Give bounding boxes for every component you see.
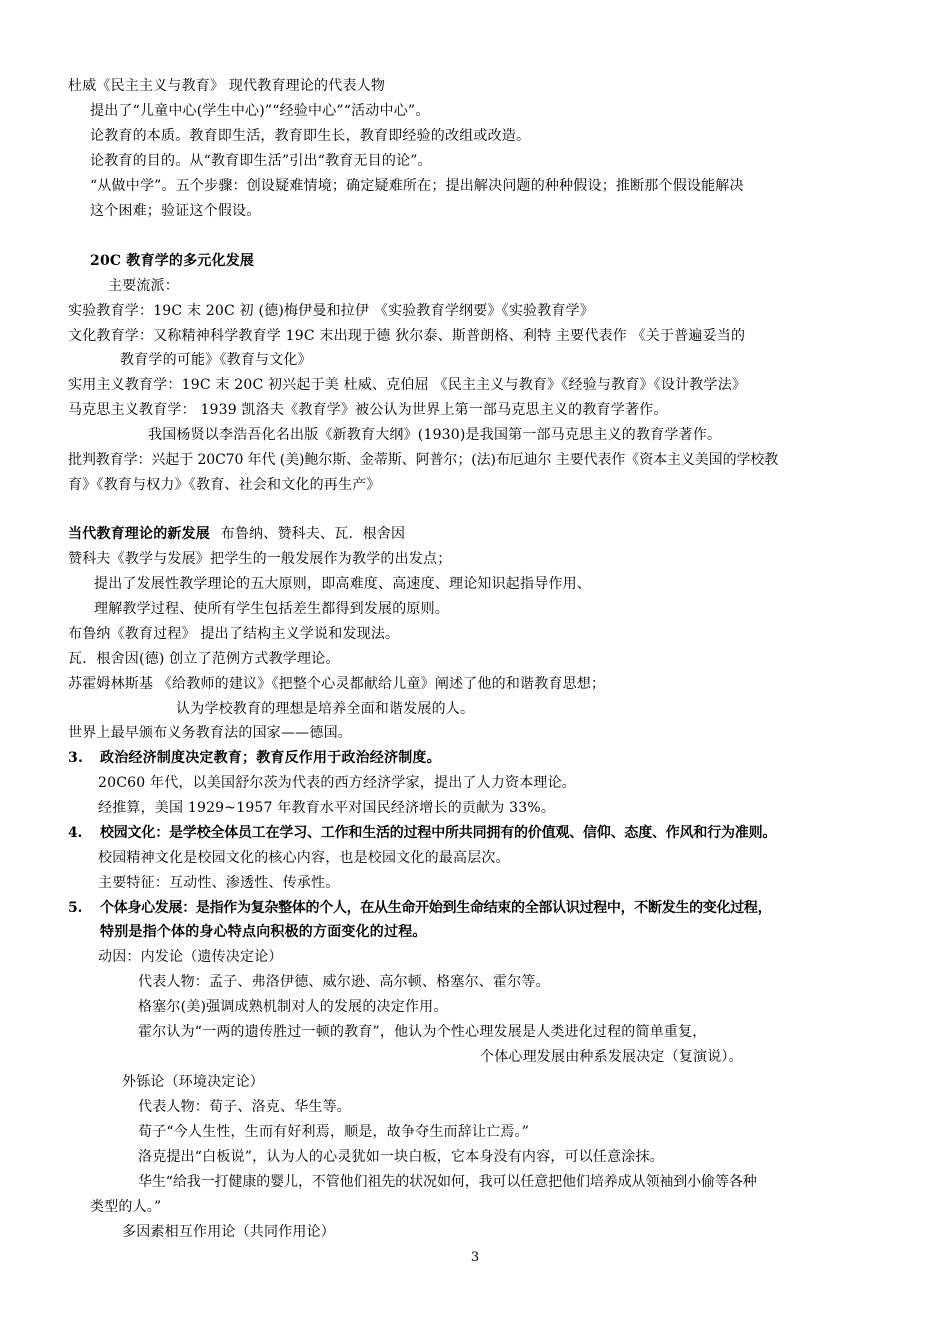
text-line: 赞科夫《教学与发展》把学生的一般发展作为教学的出发点；	[68, 551, 452, 567]
text-line: 文化教育学：又称精神科学教育学 19C 末出现于德 狄尔泰、斯普朗格、利特 主要代表作 《关于普遍妥当的	[68, 328, 746, 344]
text-line: 主要流派：	[108, 278, 179, 294]
text-line: 动因：内发论（遗传决定论）	[98, 949, 283, 965]
text-line: 代表人物：孟子、弗洛伊德、威尔逊、高尔顿、格塞尔、霍尔等。	[138, 974, 550, 990]
numbered-heading	[68, 748, 441, 768]
numbered-heading	[68, 898, 771, 918]
text-line: 代表人物：荀子、洛克、华生等。	[138, 1099, 351, 1115]
text-line: 教育学的可能》《教育与文化》	[120, 352, 312, 368]
text-line: 马克思主义教育学： 1939 凯洛夫《教育学》被公认为世界上第一部马克思主义的教育学著作。	[68, 402, 668, 418]
heading-text: 校园文化：是学校全体员工在学习、工作和生活的过程中所共同拥有的价值观、信仰、态度、作风和行为准则。	[100, 825, 777, 841]
heading-text: 政治经济制度决定教育；教育反作用于政治经济制度。	[100, 750, 441, 766]
text-line: 提出了发展性教学理论的五大原则，即高难度、高速度、理论知识起指导作用、	[94, 576, 591, 592]
text-line: 我国杨贤以李浩吾化名出版《新教育大纲》(1930)是我国第一部马克思主义的教育学著作。	[148, 427, 722, 443]
text-line: 经推算，美国 1929~1957 年教育水平对国民经济增长的贡献为 33%。	[98, 800, 556, 816]
text-line: 校园精神文化是校园文化的核心内容，也是校园文化的最高层次。	[98, 850, 510, 866]
numbered-heading	[68, 823, 776, 843]
text-line: 荀子“今人生性，生而有好利焉，顺是，故争夺生而辞让亡焉。”	[138, 1124, 530, 1140]
text-line: 主要特征：互动性、渗透性、传承性。	[98, 875, 340, 891]
text-line: 这个困难；验证这个假设。	[90, 203, 261, 219]
text-span: 布鲁纳、赞科夫、瓦．根舍因	[220, 526, 406, 542]
item-number: 3.	[68, 750, 84, 766]
section-heading: 当代教育理论的新发展	[68, 526, 210, 542]
item-number: 5.	[68, 900, 83, 916]
text-line: 洛克提出“白板说”，认为人的心灵犹如一块白板，它本身没有内容，可以任意涂抹。	[138, 1149, 664, 1165]
text-line: 格塞尔(美)强调成熟机制对人的发展的决定作用。	[138, 999, 448, 1015]
text-line: 霍尔认为“一两的遗传胜过一顿的教育”，他认为个性心理发展是人类进化过程的简单重复，	[138, 1024, 707, 1040]
text-line: 个体心理发展由种系发展决定（复演说）。	[480, 1049, 743, 1065]
page-number: 3	[470, 1250, 480, 1265]
heading-continuation: 特别是指个体的身心特点向积极的方面变化的过程。	[100, 924, 427, 940]
section-heading-line	[68, 524, 405, 544]
text-line: 实验教育学：19C 末 20C 初 (德)梅伊曼和拉伊 《实验教育学纲要》《实验教育学》	[68, 303, 595, 319]
text-line: “从做中学”。五个步骤：创设疑难情境；确定疑难所在；提出解决问题的种种假设；推断那个假设能解决	[90, 178, 744, 194]
item-number: 4.	[68, 825, 83, 841]
text-line: 瓦．根舍因(德) 创立了范例方式教学理论。	[68, 651, 340, 667]
text-line: 布鲁纳《教育过程》 提出了结构主义学说和发现法。	[68, 626, 400, 642]
text-line: 类型的人。”	[90, 1199, 162, 1215]
text-line: 多因素相互作用论（共同作用论）	[122, 1224, 335, 1240]
text-line: 苏霍姆林斯基 《给教师的建议》《把整个心灵都献给儿童》阐述了他的和谐教育思想；	[68, 676, 606, 692]
text-line: 外铄论（环境决定论）	[122, 1074, 264, 1090]
text-line: 20C60 年代，以美国舒尔茨为代表的西方经济学家，提出了人力资本理论。	[98, 775, 576, 791]
text-line: 批判教育学：兴起于 20C70 年代 (美)鲍尔斯、金蒂斯、阿普尔；(法)布厄迪尔 主要代表作《资本主义美国的学校教	[68, 452, 779, 468]
heading-text: 个体身心发展：是指作为复杂整体的个人，在从生命开始到生命结束的全部认识过程中，不断发生的变化过程，	[100, 900, 772, 916]
text-line: 提出了“儿童中心(学生中心)”“经验中心”“活动中心”。	[90, 103, 430, 119]
text-line: 育》《教育与权力》《教育、社会和文化的再生产》	[68, 477, 381, 493]
text-line: 实用主义教育学：19C 末 20C 初兴起于美 杜威、克伯屈 《民主主义与教育》《经验与教育》《设计教学法》	[68, 377, 747, 393]
text-line: 论教育的目的。从“教育即生活”引出“教育无目的论”。	[90, 153, 432, 169]
text-line: 世界上最早颁布义务教育法的国家——德国。	[68, 725, 352, 741]
text-line: 杜威《民主主义与教育》 现代教育理论的代表人物	[68, 78, 386, 94]
text-line: 华生“给我一打健康的婴儿，不管他们祖先的状况如何，我可以任意把他们培养成从领袖到小偷等各种	[138, 1174, 757, 1190]
section-heading: 20C 教育学的多元化发展	[90, 253, 255, 269]
text-line: 理解教学过程、使所有学生包括差生都得到发展的原则。	[94, 601, 449, 617]
text-line: 认为学校教育的理想是培养全面和谐发展的人。	[176, 701, 475, 717]
text-line: 论教育的本质。教育即生活，教育即生长，教育即经验的改组或改造。	[90, 128, 531, 144]
